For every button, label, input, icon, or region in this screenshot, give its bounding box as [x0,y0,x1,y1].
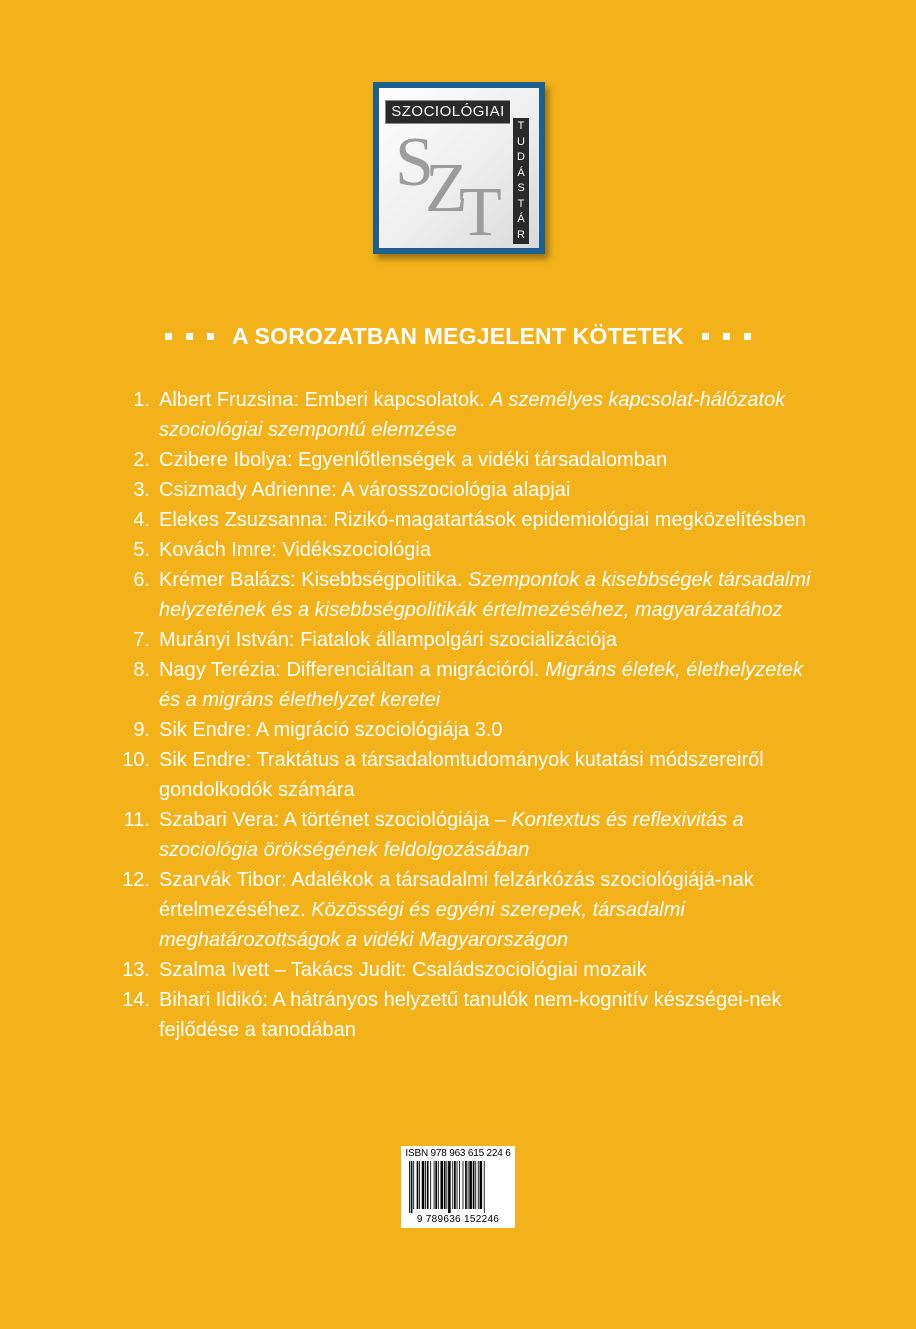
logo-vertical-text [513,118,529,244]
book-list [100,385,840,1045]
book-subtitle: Migráns életek, élethelyzetek és a migráns élethelyzet keretei [159,659,804,711]
list-item [100,625,840,655]
book-number: 2. [133,449,150,471]
square-bullet-icon [165,333,172,340]
list-item [100,475,840,505]
isbn-label: ISBN 978 963 615 224 6 [405,1148,511,1159]
barcode-bar [469,1161,472,1209]
book-entry [150,655,829,715]
book-number: 6. [133,569,150,591]
logo-vertical-char: R [517,228,525,241]
book-number: 9. [133,719,150,741]
book-entry [150,385,829,445]
book-number: 7. [133,629,150,651]
book-author-title: Bihari Ildikó: A hátrányos helyzetű tanulók nem-kognitív készségei-nek fejlődése a tanodában [159,989,782,1041]
list-item [100,535,840,565]
book-entry [150,625,829,655]
book-entry [150,865,829,955]
barcode-bar [419,1161,420,1209]
barcode-bar [435,1161,437,1209]
barcode-bar [425,1161,426,1209]
book-author-title: Kovách Imre: Vidékszociológia [159,539,431,561]
barcode-bar [463,1161,464,1209]
barcode-bar [444,1161,446,1209]
heading-dots-right [702,333,751,340]
barcode-bar [468,1161,469,1209]
logo-vertical-char: S [517,182,525,195]
list-item [100,655,840,715]
list-item [100,385,840,445]
barcode-bar [454,1161,456,1209]
logo-vertical-char: U [517,135,525,148]
logo-panel [379,88,539,248]
book-author-title: Szalma Ivett – Takács Judit: Családszociológiai mozaik [159,959,647,981]
barcode-bar [409,1161,410,1213]
barcode-bar [417,1161,419,1209]
list-item [100,505,840,535]
book-number: 3. [133,479,150,501]
logo-letter-z: Z [425,150,468,227]
book-author-title: Nagy Terézia: Differenciáltan a migrációról. [159,659,546,681]
heading-text: A SOROZATBAN MEGJELENT KÖTETEK [232,323,684,349]
book-author-title: Szarvák Tibor: Adalékok a társadalmi felzárkózás szociológiájá-nak értelmezéséhez. [159,869,754,921]
barcode-bar [434,1161,435,1209]
book-entry [150,985,829,1045]
book-author-title: Szabari Vera: A történet szociológiája – [159,809,512,831]
series-logo [373,82,545,254]
book-author-title: Czibere Ibolya: Egyenlőtlenségek a vidéki társadalomban [159,449,668,471]
logo-top-text: SZOCIOLÓGIAI [385,100,510,124]
barcode-bars [409,1161,507,1213]
barcode-bar [473,1161,475,1209]
book-entry [150,475,829,505]
book-number: 5. [133,539,150,561]
book-number: 10. [122,749,150,771]
logo-letters [393,124,523,248]
barcode-bar [484,1161,485,1213]
logo-vertical-char: Á [517,213,525,226]
book-number: 1. [133,389,150,411]
barcode-bar [413,1161,414,1209]
list-item [100,745,840,805]
book-entry [150,565,829,625]
list-item [100,445,840,475]
book-entry [150,745,829,805]
square-bullet-icon [744,333,751,340]
logo-vertical-char: T [517,120,525,132]
isbn-barcode [401,1146,515,1228]
book-subtitle: Szempontok a kisebbségek társadalmi helyzetének és a kisebbségpolitikák értelmezéséhez, magyarázatához [159,569,811,621]
book-author-title: Sik Endre: Traktátus a társadalomtudományok kutatási módszereiről gondolkodók számára [159,749,764,801]
barcode-bar [452,1161,453,1209]
book-author-title: Krémer Balázs: Kisebbségpolitika. [159,569,469,591]
barcode-bar [480,1161,483,1209]
list-item [100,865,840,955]
book-number: 14. [122,989,150,1011]
book-author-title: Elekes Zsuzsanna: Rizikó-magatartások epidemiológiai megközelítésben [159,509,806,531]
square-bullet-icon [702,333,709,340]
barcode-bar [446,1161,447,1209]
logo-vertical-char: T [517,197,525,210]
book-subtitle: A személyes kapcsolat-hálózatok szociológiai szempontú elemzése [159,389,786,441]
barcode-bar [427,1161,429,1209]
barcode-bar [457,1161,458,1209]
barcode-bar [478,1161,479,1209]
book-number: 11. [123,809,150,831]
book-entry [150,535,829,565]
logo-letter-s: S [395,124,434,201]
barcode-bar [411,1161,413,1213]
list-item [100,955,840,985]
book-subtitle: Kontextus és reflexivitás a szociológia örökségének feldolgozásában [159,809,744,861]
book-author-title: Sik Endre: A migráció szociológiája 3.0 [159,719,503,741]
square-bullet-icon [186,333,193,340]
book-entry [150,715,829,745]
list-item [100,715,840,745]
logo-letter-t: T [459,174,502,248]
list-item [100,565,840,625]
book-number: 4. [133,509,150,531]
square-bullet-icon [207,333,214,340]
book-author-title: Murányi István: Fiatalok állampolgári szocializációja [159,629,617,651]
logo-vertical-char: Á [517,166,525,179]
list-item [100,805,840,865]
series-heading [0,323,916,350]
barcode-bar [475,1161,476,1209]
list-item [100,985,840,1045]
barcode-bar [459,1161,460,1209]
square-bullet-icon [723,333,730,340]
book-entry [150,805,829,865]
book-subtitle: Közösségi és egyéni szerepek, társadalmi meghatározottságok a vidéki Magyarországon [159,899,685,951]
heading-dots-left [165,333,214,340]
book-author-title: Csizmady Adrienne: A városszociológia alapjai [159,479,571,501]
barcode-bar [465,1161,467,1209]
book-entry [150,505,829,535]
barcode-bar [448,1161,451,1213]
book-entry [150,955,829,985]
book-number: 8. [133,659,150,681]
logo-vertical-char: D [517,151,525,164]
book-number: 12. [122,869,150,891]
barcode-bar [440,1161,443,1209]
barcode-bar [422,1161,425,1209]
barcode-bar [430,1161,431,1209]
book-entry [150,445,829,475]
barcode-digits: 9 789636 152246 [416,1214,500,1225]
barcode-bar [438,1161,439,1209]
book-author-title: Albert Fruzsina: Emberi kapcsolatok. [159,389,491,411]
book-number: 13. [122,959,150,981]
